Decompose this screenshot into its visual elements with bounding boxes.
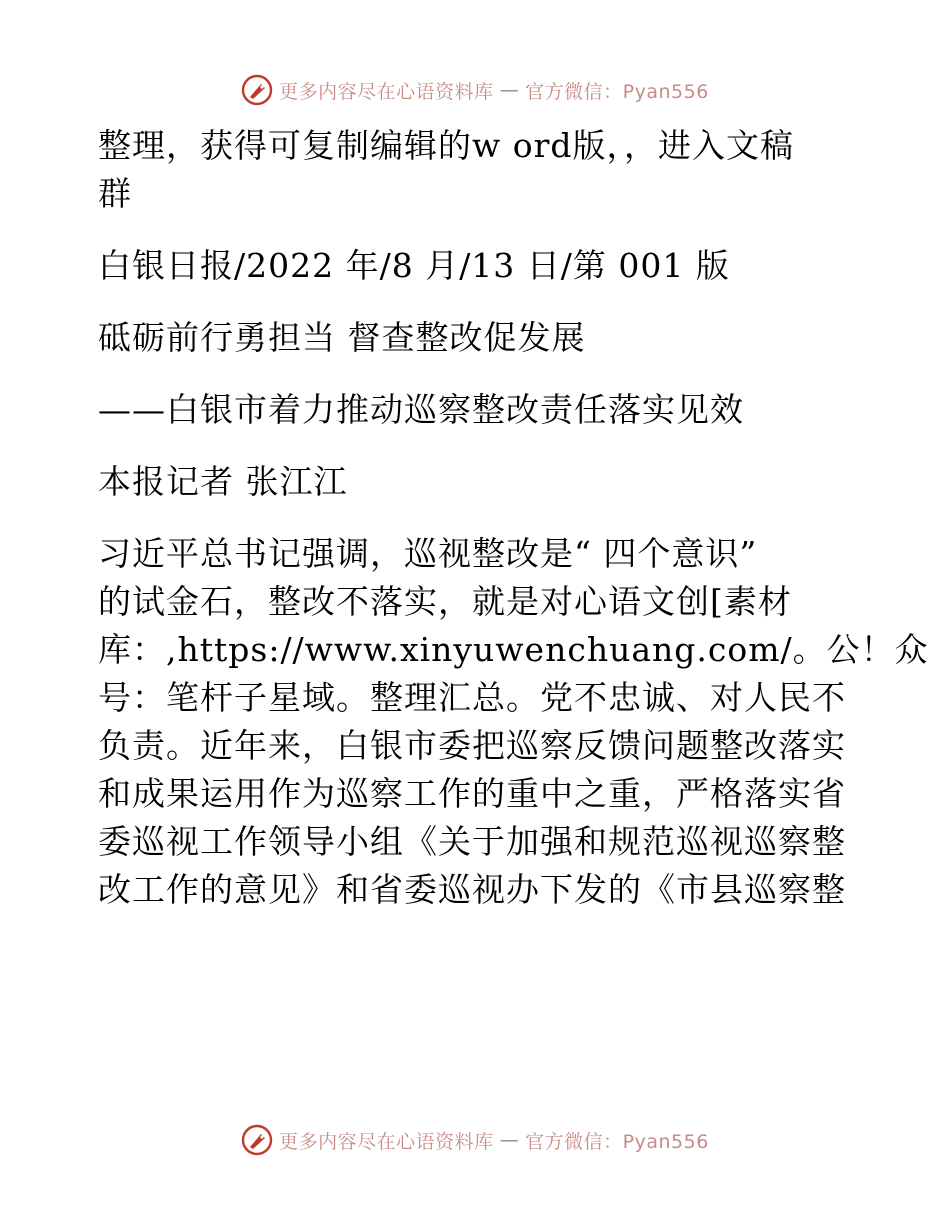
footer-watermark <box>0 1120 950 1160</box>
watermark-main-text: 更多内容尽在心语资料库 <box>279 1130 494 1153</box>
article-subtitle: ——白银市着力推动巡察整改责任落实见效 <box>98 390 744 429</box>
article-title: 砥砺前行勇担当 督查整改促发展 <box>98 318 586 357</box>
article-byline: 本报记者 张江江 <box>98 462 348 501</box>
publication-info: 白银日报/2022 年/8 月/13 日/第 001 版 <box>98 246 730 285</box>
header-watermark <box>0 70 950 110</box>
watermark-account-text: 官方微信：Pyan556 <box>525 1130 709 1153</box>
body-line: 整理，获得可复制编辑的w ord版，，进入文稿 <box>98 126 795 165</box>
body-line: 和成果运用作为巡察工作的重中之重，严格落实省 <box>98 774 846 813</box>
body-line: 习近平总书记强调，巡视整改是“ 四个意识” <box>98 534 758 573</box>
body-line: 号：笔杆子星域。整理汇总。党不忠诚、对人民不 <box>98 678 846 717</box>
pen-nib-logo-icon <box>241 74 273 106</box>
body-line: 库：,https://www.xinyuwenchuang.com/。公！众 <box>98 630 929 669</box>
body-line: 群 <box>98 174 132 213</box>
pen-nib-logo-icon <box>241 1124 273 1156</box>
body-line: 的试金石，整改不落实，就是对心语文创[素材 <box>98 582 792 621</box>
watermark-account-text: 官方微信：Pyan556 <box>525 80 709 103</box>
watermark-separator: — <box>499 79 520 101</box>
document-body <box>98 122 929 914</box>
body-line: 负责。近年来，白银市委把巡察反馈问题整改落实 <box>98 726 846 765</box>
watermark-main-text: 更多内容尽在心语资料库 <box>279 80 494 103</box>
body-line: 委巡视工作领导小组《关于加强和规范巡视巡察整 <box>98 822 846 861</box>
body-line: 改工作的意见》和省委巡视办下发的《市县巡察整 <box>98 870 846 909</box>
watermark-separator: — <box>499 1129 520 1151</box>
